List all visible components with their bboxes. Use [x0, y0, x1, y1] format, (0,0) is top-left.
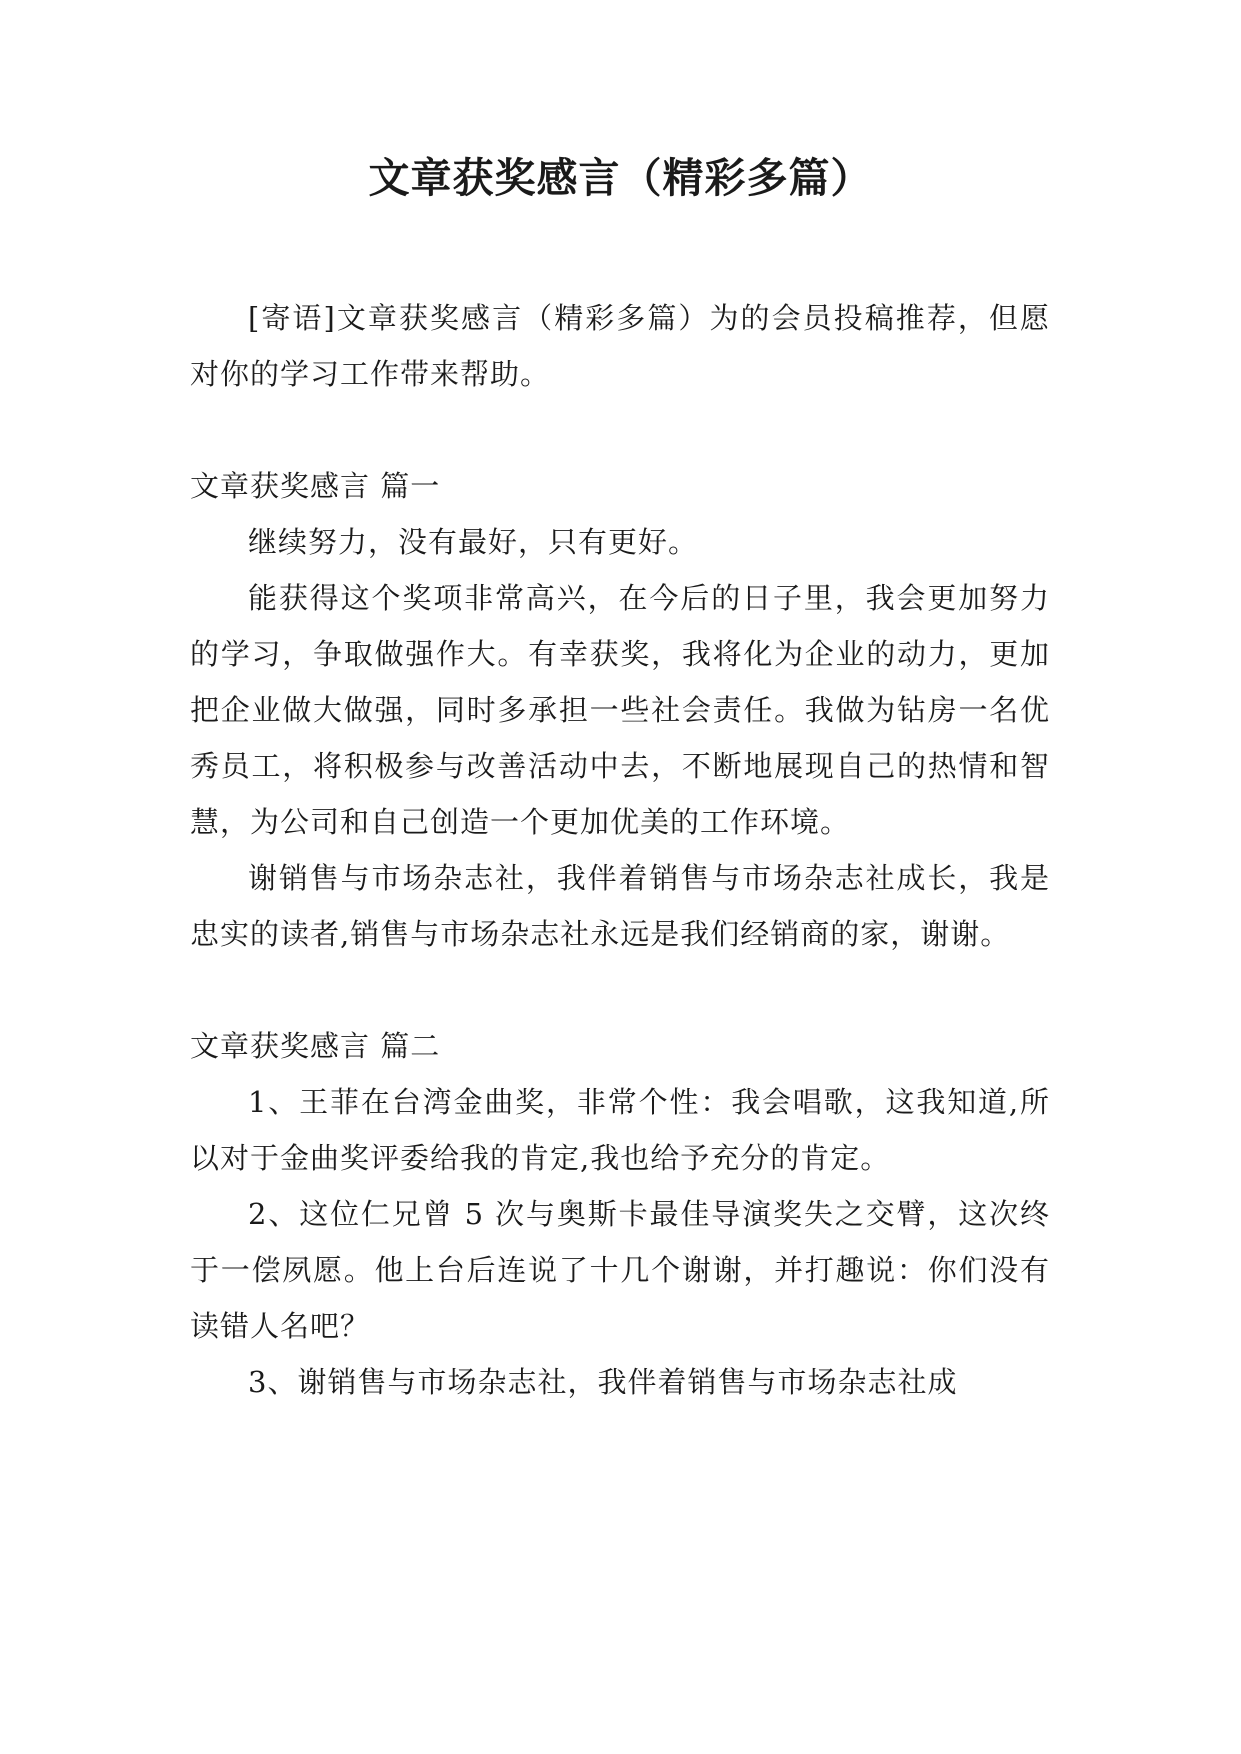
section-paragraph: 3、谢销售与市场杂志社，我伴着销售与市场杂志社成 — [248, 1365, 958, 1399]
section-paragraph: 继续努力，没有最好，只有更好。 — [248, 525, 699, 559]
section-paragraph: 1、王菲在台湾金曲奖，非常个性：我会唱歌，这我知道,所以对于金曲奖评委给我的肯定,我也给予充分的肯定。 — [190, 1085, 1050, 1175]
section-paragraph: 能获得这个奖项非常高兴，在今后的日子里，我会更加努力的学习，争取做强作大。有幸获奖，我将化为企业的动力，更加把企业做大做强，同时多承担一些社会责任。我做为钻房一名优秀员工，将积极参与改善活动中去，不断地展现自己的热情和智慧，为公司和自己创造一个更加优美的工作环境。 — [190, 581, 1050, 839]
spacer — [190, 962, 1050, 1018]
spacer — [190, 402, 1050, 458]
section-1 — [190, 458, 1050, 962]
intro-paragraph: [寄语]文章获奖感言（精彩多篇）为的会员投稿推荐，但愿对你的学习工作带来帮助。 — [190, 301, 1050, 391]
section-heading: 文章获奖感言 篇一 — [190, 469, 441, 503]
section-heading: 文章获奖感言 篇二 — [190, 1029, 441, 1063]
document-title: 文章获奖感言（精彩多篇） — [368, 154, 873, 202]
section-paragraph: 2、这位仁兄曾 5 次与奥斯卡最佳导演奖失之交臂，这次终于一偿夙愿。他上台后连说了十几个谢谢，并打趣说：你们没有读错人名吧？ — [190, 1197, 1050, 1343]
section-2 — [190, 1018, 1050, 1410]
document-body — [190, 290, 1050, 1410]
section-paragraph: 谢销售与市场杂志社，我伴着销售与市场杂志社成长，我是忠实的读者,销售与市场杂志社永远是我们经销商的家，谢谢。 — [190, 861, 1050, 951]
